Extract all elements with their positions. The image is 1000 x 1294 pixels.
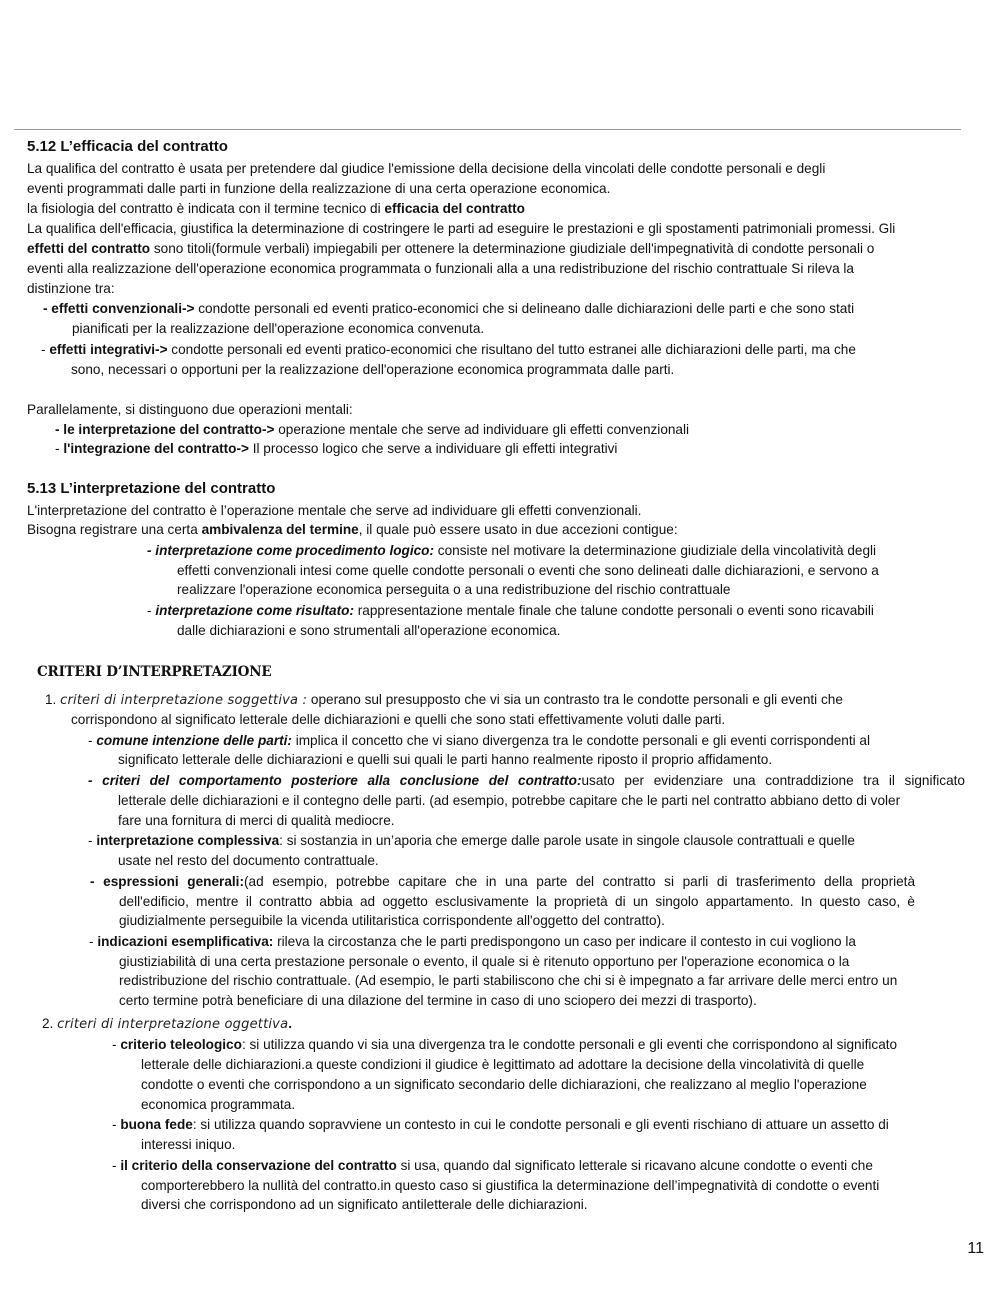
list-item: - effetti integrativi-> condotte personali ed eventi pratico-economici che risultano del tutto estranei alle dichiarazioni delle parti, ma che bbox=[41, 342, 856, 357]
text-line: eventi alla realizzazione dell'operazione economica programmata o funzionali alla a una redistribuzione del rischio contrattuale Si rileva la bbox=[27, 261, 854, 276]
text-line: comporterebbero la nullità del contratto.in questo caso si giustifica la determinazione dell’impegnatività di condotte o eventi bbox=[141, 1178, 880, 1193]
text-line: certo termine potrà beneficiare di una dilazione del termine in caso di uno sciopero dei mezzi di trasporto). bbox=[119, 993, 757, 1008]
list-item: - interpretazione come procedimento logico: consiste nel motivare la determinazione giudiziale della vincolatività degli bbox=[147, 543, 877, 558]
list-item: - effetti convenzionali-> condotte personali ed eventi pratico-economici che si delineano dalle dichiarazioni delle parti e che sono stati bbox=[43, 301, 855, 316]
text-line: realizzare l'operazione economica perseguita o a una redistribuzione del rischio contrattuale bbox=[177, 582, 731, 597]
text-line: dell'edificio, mentre il contratto abbia ad oggetto esclusivamente la proprietà di un singolo appartamento. In questo caso, è bbox=[119, 894, 915, 909]
text-line: sono, necessari o opportuni per la realizzazione dell'operazione economica programmata dalle parti. bbox=[71, 362, 675, 377]
text-line: letterale delle dichiarazioni e il contegno delle parti. (ad esempio, potrebbe capitare che le parti nel contratto abbiano detto di voler bbox=[118, 793, 901, 808]
top-rule bbox=[14, 129, 961, 130]
section-5-12-title: 5.12 L’efficacia del contratto bbox=[27, 138, 228, 155]
text-line: La qualifica dell'efficacia, giustifica la determinazione di costringere le parti ad eseguire le prestazioni e gli spostamenti patrimoniali promessi. Gli bbox=[27, 221, 896, 236]
text-line: eventi programmati dalle parti in funzione della realizzazione di una certa operazione economica. bbox=[27, 181, 611, 196]
page-number: 11 bbox=[967, 1240, 984, 1257]
text-line: Bisogna registrare una certa ambivalenza del termine, il quale può essere usato in due accezioni contigue: bbox=[27, 522, 678, 537]
list-item: - indicazioni esemplificativa: rileva la circostanza che le parti predispongono un caso per indicare il contesto in cui vogliono la bbox=[89, 934, 856, 949]
text-line: diversi che corrispondono ad un significato antiletterale delle dichiarazioni. bbox=[141, 1197, 588, 1212]
list-item: - interpretazione complessiva: si sostanzia in un’aporia che emerge dalle parole usate in singole clausole contrattuali e quelle bbox=[88, 833, 855, 848]
text-line: redistribuzione del rischio contrattuale. (Ad esempio, le parti stabiliscono che chi si è impegnato a far arrivare delle merci entro un bbox=[119, 973, 898, 988]
text-line: La qualifica del contratto è usata per pretendere dal giudice l'emissione della decisione della vincolati delle condotte personali e degli bbox=[27, 161, 826, 176]
handwritten-label: criteri di interpretazione oggettiva bbox=[57, 1017, 289, 1032]
list-item: 1. criteri di interpretazione soggettiva : operano sul presupposto che vi sia un contrasto tra le condotte personali e gli eventi che bbox=[45, 692, 843, 708]
text-line: interessi iniquo. bbox=[141, 1137, 236, 1152]
list-item: 2. criteri di interpretazione oggettiva. bbox=[42, 1016, 293, 1032]
text-line: giustiziabilità di una certa prestazione personale o evento, il quale si è ritenuto opportuno per l'operazione economica o la bbox=[119, 954, 850, 969]
section-5-13-title: 5.13 L’interpretazione del contratto bbox=[27, 480, 276, 497]
list-item: - interpretazione come risultato: rappresentazione mentale finale che talune condotte personali o eventi sono ricavabili bbox=[147, 603, 874, 618]
list-item: - l'integrazione del contratto-> Il processo logico che serve a individuare gli effetti integrativi bbox=[55, 441, 618, 456]
text-line: effetti del contratto sono titoli(formule verbali) impiegabili per ottenere la determinazione giudiziale dell'impegnatività di condotte personali o bbox=[27, 241, 875, 256]
text-line: giudizialmente perseguibile la vicenda utilitaristica corrispondente all'oggetto del contratto). bbox=[119, 913, 665, 928]
text-line: Parallelamente, si distinguono due operazioni mentali: bbox=[27, 402, 353, 417]
text-line: pianificati per la realizzazione dell'operazione economica convenuta. bbox=[72, 321, 485, 336]
list-item: - il criterio della conservazione del contratto si usa, quando dal significato letterale si ricavano alcune condotte o eventi che bbox=[112, 1158, 873, 1173]
text-line: fare una fornitura di merci di qualità mediocre. bbox=[118, 813, 395, 828]
text-line: dalle dichiarazioni e sono strumentali all'operazione economica. bbox=[177, 623, 561, 638]
text-line: significato letterale delle dichiarazioni e quelli sui quali le parti hanno realmente riposto il proprio affidamento. bbox=[118, 752, 773, 767]
list-item: - le interpretazione del contratto-> operazione mentale che serve ad individuare gli effetti convenzionali bbox=[55, 422, 690, 437]
list-item: - criterio teleologico: si utilizza quando vi sia una divergenza tra le condotte personali e gli eventi che corrispondono al significato bbox=[112, 1037, 898, 1052]
text-line: letterale delle dichiarazioni.a queste condizioni il giudice è legittimato ad adottare la decisione della vincolatività di quelle bbox=[141, 1057, 865, 1072]
text-line: usate nel resto del documento contrattuale. bbox=[118, 853, 379, 868]
text-line: la fisiologia del contratto è indicata con il termine tecnico di efficacia del contratto bbox=[27, 201, 525, 216]
list-item: - comune intenzione delle parti: implica il concetto che vi siano divergenza tra le condotte personali e gli eventi corrispondenti al bbox=[88, 733, 870, 748]
text-line: corrispondono al significato letterale delle dichiarazioni e quelli che sono stati effettivamente voluti dalle parti. bbox=[71, 712, 726, 727]
handwritten-label: criteri di interpretazione soggettiva : bbox=[60, 693, 308, 708]
text-line: economica programmata. bbox=[141, 1097, 296, 1112]
text-line: condotte o eventi che corrispondono a un significato secondario delle dichiarazioni, che realizzano al meglio l'operazione bbox=[141, 1077, 867, 1092]
list-item: - buona fede: si utilizza quando sopravviene un contesto in cui le condotte personali e gli eventi rischiano di attuare un assetto di bbox=[112, 1117, 889, 1132]
text-line: effetti convenzionali intesi come quelle condotte personali o eventi che sono delineati dalle dichiarazioni, e servono a bbox=[177, 563, 879, 578]
text-line: distinzione tra: bbox=[27, 281, 115, 296]
criteri-heading: CRITERI D’INTERPRETAZIONE bbox=[37, 664, 272, 680]
list-item: - espressioni generali:(ad esempio, potrebbe capitare che in una parte del contratto si parli di trasferimento della proprietà bbox=[90, 874, 916, 889]
text-line: L'interpretazione del contratto è l’operazione mentale che serve ad individuare gli effetti convenzionali. bbox=[27, 503, 642, 518]
list-item: - criteri del comportamento posteriore alla conclusione del contratto:usato per evidenziare una contraddizione tra il significato bbox=[88, 773, 965, 788]
